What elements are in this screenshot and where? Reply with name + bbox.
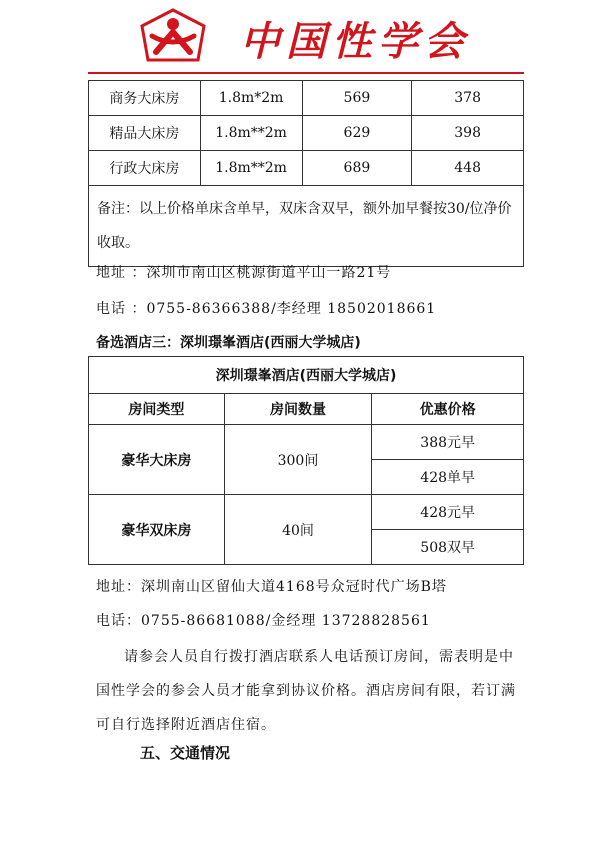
price-cell: 428单早 (372, 460, 524, 495)
price-cell: 629 (302, 116, 412, 151)
header-divider (88, 72, 524, 74)
price-cell: 448 (412, 151, 524, 186)
room-type-cell: 行政大床房 (89, 151, 201, 186)
column-header: 房间类型 (89, 394, 225, 425)
table-row (89, 116, 524, 151)
table-row (89, 151, 524, 186)
table-title-row (89, 357, 524, 394)
column-header: 优惠价格 (372, 394, 524, 425)
bed-size-cell: 1.8m**2m (200, 151, 302, 186)
room-type-cell: 精品大床房 (89, 116, 201, 151)
table-row (89, 81, 524, 116)
hotel3-address: 地址：深圳南山区留仙大道4168号众冠时代广场B塔 (96, 579, 447, 595)
room-count-cell: 40间 (224, 495, 372, 565)
price-cell: 398 (412, 116, 524, 151)
brand-title: 中国性学会 (240, 19, 470, 65)
price-cell: 378 (412, 81, 524, 116)
price-cell: 689 (302, 151, 412, 186)
society-logo-icon (138, 8, 208, 64)
room-type-cell: 豪华双床房 (89, 495, 225, 565)
price-cell: 508双早 (372, 530, 524, 565)
price-cell: 428元早 (372, 495, 524, 530)
section-heading: 五、交通情况 (140, 744, 231, 762)
room-type-cell: 豪华大床房 (89, 425, 225, 495)
bed-size-cell: 1.8m**2m (200, 116, 302, 151)
hotel2-price-table (88, 80, 524, 267)
hotel2-phone: 电话 ：0755-86366388/李经理 18502018661 (96, 301, 437, 317)
bed-size-cell: 1.8m*2m (200, 81, 302, 116)
booking-notice: 请参会人员自行拨打酒店联系人电话预订房间，需表明是中国性学会的参会人员才能拿到协议价格。酒店房间有限，若订满可自行选择附近酒店住宿。 (96, 649, 516, 733)
table-note: 备注：以上价格单床含单早，双床含双早，额外加早餐按30/位净价收取。 (89, 186, 524, 267)
hotel2-address: 地址 ：深圳市南山区桃源街道平山一路21号 (96, 265, 392, 281)
table-title: 深圳璟峯酒店(西丽大学城店) (89, 357, 524, 394)
price-cell: 388元早 (372, 425, 524, 460)
page-header (0, 0, 600, 72)
table-header-row (89, 394, 524, 425)
table-row (89, 186, 524, 267)
room-count-cell: 300间 (224, 425, 372, 495)
table-row (89, 495, 524, 530)
hotel3-heading: 备选酒店三：深圳璟峯酒店(西丽大学城店) (96, 335, 361, 351)
hotel3-phone: 电话：0755-86681088/金经理 13728828561 (96, 613, 431, 629)
room-type-cell: 商务大床房 (89, 81, 201, 116)
price-cell: 569 (302, 81, 412, 116)
table-row (89, 425, 524, 460)
column-header: 房间数量 (224, 394, 372, 425)
hotel3-price-table (88, 356, 524, 565)
